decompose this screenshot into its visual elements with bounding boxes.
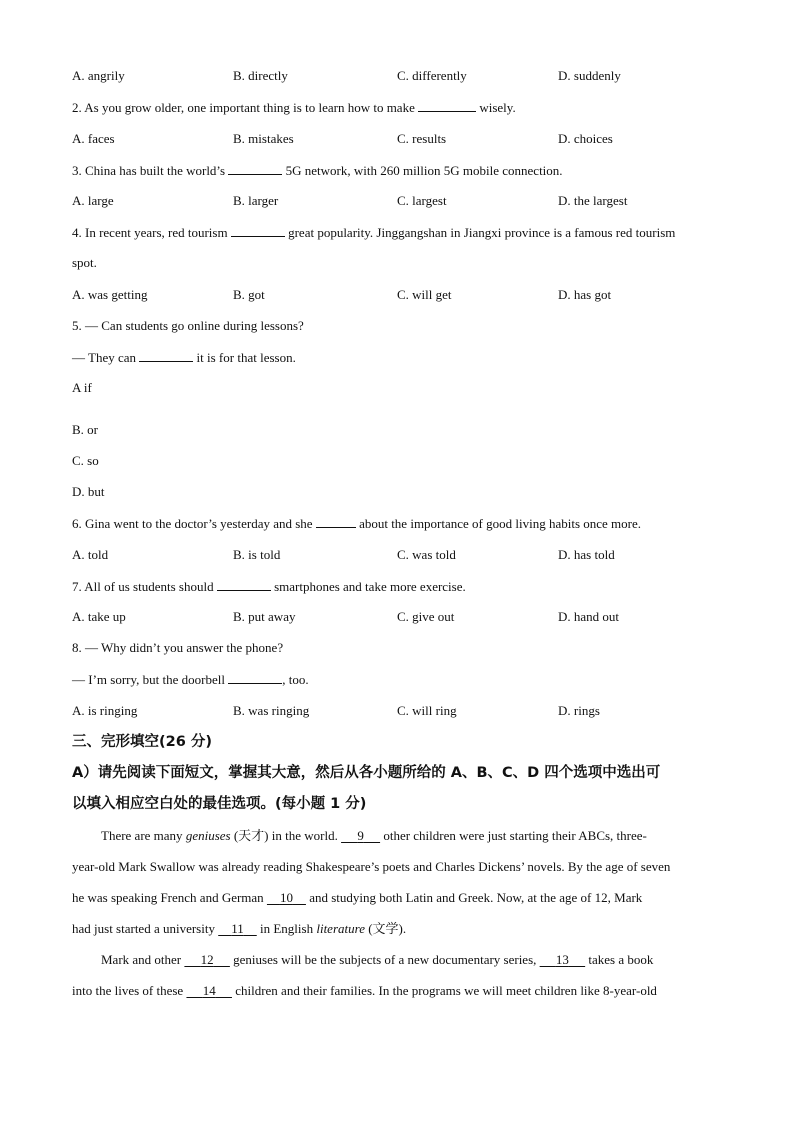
q2-option-b: B. mistakes <box>233 131 294 146</box>
q3-stem-end: 5G network, with 260 million 5G mobile connection. <box>285 163 563 178</box>
q7-option-a: A. take up <box>72 609 126 624</box>
q7-stem <box>72 578 466 595</box>
blank-12 <box>184 952 230 967</box>
blank-9-number: 9 <box>357 828 364 843</box>
q7-stem-end: smartphones and take more exercise. <box>274 579 466 594</box>
section-3-title: 三、完形填空(26 分) <box>72 734 212 750</box>
q5-response <box>72 349 296 366</box>
q8-response-start: — I’m sorry, but the doorbell <box>72 672 225 687</box>
passage-p1-line-2: year-old Mark Swallow was already reading Shakespeare’s poets and Charles Dickens’ novels. By the age of seven <box>72 859 671 874</box>
passage-p1-line-3 <box>72 890 642 906</box>
blank-13 <box>540 952 586 967</box>
blank-12-number: 12 <box>200 952 214 967</box>
q3-blank <box>228 162 282 175</box>
passage-p2-line-1 <box>101 952 653 968</box>
q6-blank <box>316 515 356 528</box>
passage-italic-word: geniuses <box>185 828 231 843</box>
q5-blank <box>139 349 193 362</box>
q3-option-a: A. large <box>72 193 114 208</box>
passage-text: in English <box>260 921 314 936</box>
blank-14-number: 14 <box>202 983 216 998</box>
q1-option-d: D. suddenly <box>558 68 621 83</box>
passage-italic-word: literature <box>316 921 365 936</box>
q2-stem <box>72 99 516 116</box>
q5-stem: 5. — Can students go online during lessons? <box>72 318 304 333</box>
q4-option-d: D. has got <box>558 287 612 302</box>
passage-text: into the lives of these <box>72 983 184 998</box>
q5-option-c: C. so <box>72 453 99 468</box>
q4-option-b: B. got <box>233 287 265 302</box>
q8-response-end: , too. <box>282 672 309 687</box>
q3-option-d: D. the largest <box>558 193 628 208</box>
q6-stem-end: about the importance of good living habits once more. <box>359 516 642 531</box>
passage-text: other children were just starting their ABCs, three- <box>383 828 647 843</box>
q5-response-end: it is for that lesson. <box>196 350 296 365</box>
q8-option-a: A. is ringing <box>72 703 138 718</box>
q2-option-a: A. faces <box>72 131 115 146</box>
blank-10-number: 10 <box>279 890 293 905</box>
blank-14 <box>186 983 232 998</box>
q4-option-a: A. was getting <box>72 287 148 302</box>
q5-option-a: A if <box>72 380 92 395</box>
q7-stem-start: 7. All of us students should <box>72 579 214 594</box>
q8-option-c: C. will ring <box>397 703 457 718</box>
blank-10 <box>267 890 306 905</box>
blank-13-number: 13 <box>555 952 569 967</box>
q5-option-b: B. or <box>72 422 98 437</box>
q2-option-d: D. choices <box>558 131 613 146</box>
passage-text: he was speaking French and German <box>72 890 264 905</box>
passage-text: geniuses will be the subjects of a new documentary series, <box>233 952 537 967</box>
q7-option-c: C. give out <box>397 609 455 624</box>
q3-option-c: C. largest <box>397 193 447 208</box>
passage-p1-line-1 <box>101 828 647 844</box>
q2-stem-end: wisely. <box>479 100 516 115</box>
passage-text: (文学). <box>368 921 407 936</box>
passage-text: (天才) in the world. <box>233 828 338 843</box>
passage-p1-line-4 <box>72 921 406 937</box>
q8-option-d: D. rings <box>558 703 600 718</box>
section-3-instruction-line-1: A）请先阅读下面短文，掌握其大意，然后从各小题所给的 A、B、C、D 四个选项中选出可 <box>72 765 661 781</box>
q2-stem-start: 2. As you grow older, one important thing is to learn how to make <box>72 100 415 115</box>
q2-option-c: C. results <box>397 131 447 146</box>
passage-text: had just started a university <box>72 921 215 936</box>
q8-option-b: B. was ringing <box>233 703 310 718</box>
q4-stem <box>72 224 675 241</box>
blank-9 <box>341 828 380 843</box>
q3-option-b: B. larger <box>233 193 279 208</box>
q6-option-b: B. is told <box>233 547 281 562</box>
q7-option-b: B. put away <box>233 609 296 624</box>
q1-option-a: A. angrily <box>72 68 125 83</box>
q1-option-b: B. directly <box>233 68 288 83</box>
q6-option-d: D. has told <box>558 547 615 562</box>
q1-option-c: C. differently <box>397 68 467 83</box>
q8-stem: 8. — Why didn’t you answer the phone? <box>72 640 284 655</box>
q6-stem <box>72 515 641 532</box>
q6-option-c: C. was told <box>397 547 456 562</box>
q8-response <box>72 671 309 688</box>
q6-option-a: A. told <box>72 547 109 562</box>
blank-11 <box>218 921 257 936</box>
q4-option-c: C. will get <box>397 287 452 302</box>
passage-text: takes a book <box>588 952 654 967</box>
section-3-instruction-line-2: 以填入相应空白处的最佳选项。(每小题 1 分) <box>72 796 367 812</box>
q4-stem-end: great popularity. Jinggangshan in Jiangxi province is a famous red tourism <box>288 225 676 240</box>
q4-stem-continued: spot. <box>72 255 97 270</box>
passage-p2-line-2 <box>72 983 657 999</box>
q3-stem <box>72 162 563 179</box>
q5-response-start: — They can <box>72 350 137 365</box>
passage-text: There are many <box>101 828 183 843</box>
q3-stem-start: 3. China has built the world’s <box>72 163 226 178</box>
q4-stem-start: 4. In recent years, red tourism <box>72 225 228 240</box>
blank-11-number: 11 <box>231 921 244 936</box>
q4-blank <box>231 224 285 237</box>
passage-text: and studying both Latin and Greek. Now, at the age of 12, Mark <box>309 890 643 905</box>
q5-option-d: D. but <box>72 484 105 499</box>
q7-option-d: D. hand out <box>558 609 620 624</box>
q7-blank <box>217 578 271 591</box>
passage-text: children and their families. In the programs we will meet children like 8-year-old <box>235 983 657 998</box>
q8-blank <box>228 671 282 684</box>
q6-stem-start: 6. Gina went to the doctor’s yesterday and she <box>72 516 313 531</box>
q2-blank <box>418 99 476 112</box>
passage-text: Mark and other <box>101 952 182 967</box>
